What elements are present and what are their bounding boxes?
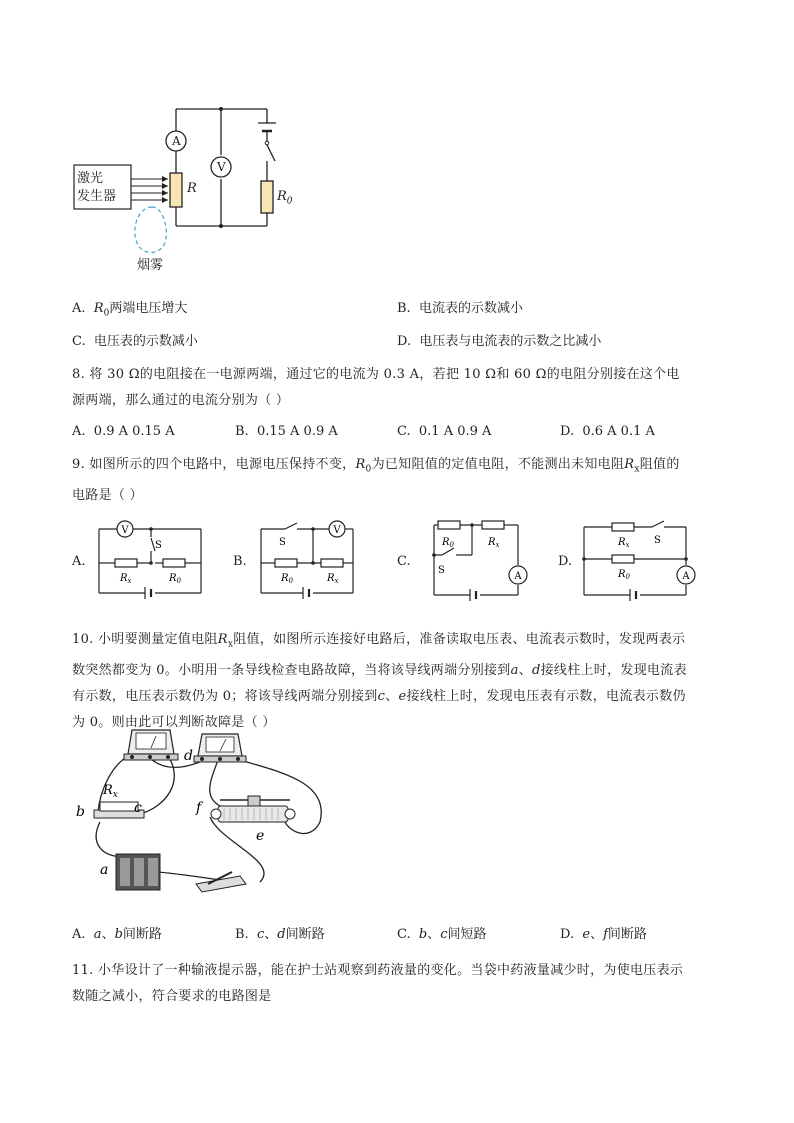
resistor-r-icon xyxy=(170,173,182,207)
ammeter-symbol: A xyxy=(172,134,181,148)
q10-option-c[interactable]: C. b、c间短路 xyxy=(397,927,487,942)
resistor-r-label: R xyxy=(187,181,197,196)
q7-option-c[interactable]: C. 电压表的示数减小 xyxy=(72,334,198,349)
q9d-rx-label: $R_x$ xyxy=(618,537,630,549)
q8-option-d[interactable]: D. 0.6 A 0.1 A xyxy=(560,424,655,439)
q9c-rx-label: $R_x$ xyxy=(488,537,500,549)
q7-option-b[interactable]: B. 电流表的示数减小 xyxy=(397,301,523,316)
q9d-ammeter-symbol: A xyxy=(682,571,690,582)
q9a-voltmeter-symbol: V xyxy=(121,525,129,536)
voltmeter-symbol: V xyxy=(217,160,226,174)
q7-option-a[interactable]: A. $R_0$两端电压增大 xyxy=(72,301,188,319)
resistor-r0-label: $R_0$ xyxy=(277,189,293,207)
q9-option-b[interactable]: B. xyxy=(233,554,247,569)
laser-label-2: 发生器 xyxy=(77,189,117,204)
laser-label-1: 激光 xyxy=(77,171,104,186)
q10-option-a[interactable]: A. a、b间断路 xyxy=(72,927,162,942)
q8-option-a[interactable]: A. 0.9 A 0.15 A xyxy=(72,424,175,439)
q10-fig-label-e: e xyxy=(256,828,265,844)
q10-fig-label-c: c xyxy=(134,800,142,816)
ammeter-device-icon xyxy=(194,734,246,762)
q9-circuit-d xyxy=(580,515,700,607)
q10-stem: 10. 小明要测量定值电阻$R_x$阻值，如图所示连接好电路后，准备读取电压表、电流表示数时，发现两表示 数突然都变为 0。小明用一条导线检查电路故障，当将该导线两端分别接到a、d接线柱上时，发现电流表 有示数，电压表示数仍为 0；将该导线两端分别接到c、e接线柱上时，发现电压表有示数，电流表示数仍 为 0。则由此可以判断故障是（ ） xyxy=(72,632,687,730)
q9-circuit-a xyxy=(95,515,210,605)
q10-physical-circuit-figure xyxy=(70,722,340,907)
rheostat-device-icon xyxy=(211,796,295,822)
q10-fig-label-a: a xyxy=(100,862,109,878)
q9b-voltmeter-symbol: V xyxy=(333,525,341,536)
q9a-rx-label: $R_x$ xyxy=(120,573,132,585)
q9a-r0-label: $R_0$ xyxy=(169,573,181,585)
q9b-r0-label: $R_0$ xyxy=(281,573,293,585)
q9b-switch-label: S xyxy=(279,537,286,548)
q9b-rx-label: $R_x$ xyxy=(327,573,339,585)
smoke-label: 烟雾 xyxy=(137,258,164,273)
q10-fig-label-f: f xyxy=(196,800,202,816)
q9c-r0-label: $R_0$ xyxy=(442,537,454,549)
q9c-switch-label: S xyxy=(438,565,445,576)
q9-option-d[interactable]: D. xyxy=(558,554,573,569)
q10-fig-label-r: $R_x$ xyxy=(103,783,118,800)
q10-fig-label-b: b xyxy=(76,804,85,820)
q9d-r0-label: $R_0$ xyxy=(618,569,630,581)
q9-circuit-b xyxy=(257,515,372,605)
q9c-ammeter-symbol: A xyxy=(514,571,522,582)
knife-switch-icon xyxy=(196,872,246,892)
q9-stem: 9. 如图所示的四个电路中，电源电压保持不变，$R_0$为已知阻值的定值电阻，不能测出未知电阻$R_x$阻值的 电路是（ ） xyxy=(72,457,680,503)
q9-circuit-c xyxy=(420,515,535,607)
q9d-switch-label: S xyxy=(654,535,661,546)
q10-fig-label-d: d xyxy=(184,748,193,764)
q10-option-b[interactable]: B. c、d间断路 xyxy=(235,927,325,942)
voltmeter-device-icon xyxy=(124,730,178,760)
q10-option-d[interactable]: D. e、f间断路 xyxy=(560,927,647,942)
q11-stem: 11. 小华设计了一种输液提示器，能在护士站观察到药液量的变化。当袋中药液量减少时，为使电压表示 数随之减小，符合要求的电路图是 xyxy=(72,963,684,1004)
q8-option-c[interactable]: C. 0.1 A 0.9 A xyxy=(397,424,492,439)
q9-option-a[interactable]: A. xyxy=(72,554,86,569)
q7-option-d[interactable]: D. 电压表与电流表的示数之比减小 xyxy=(397,334,602,349)
q8-option-b[interactable]: B. 0.15 A 0.9 A xyxy=(235,424,338,439)
resistor-r0-icon xyxy=(261,181,273,213)
battery-pack-icon xyxy=(116,854,160,890)
q9-option-c[interactable]: C. xyxy=(397,554,411,569)
smoke-cloud-icon xyxy=(135,207,167,253)
q8-stem: 8. 将 30 Ω的电阻接在一电源两端，通过它的电流为 0.3 A，若把 10 Ω和 60 Ω的电阻分别接在这个电 源两端，那么通过的电流分别为（ ） xyxy=(72,367,680,408)
q9a-switch-label: S xyxy=(155,540,162,551)
